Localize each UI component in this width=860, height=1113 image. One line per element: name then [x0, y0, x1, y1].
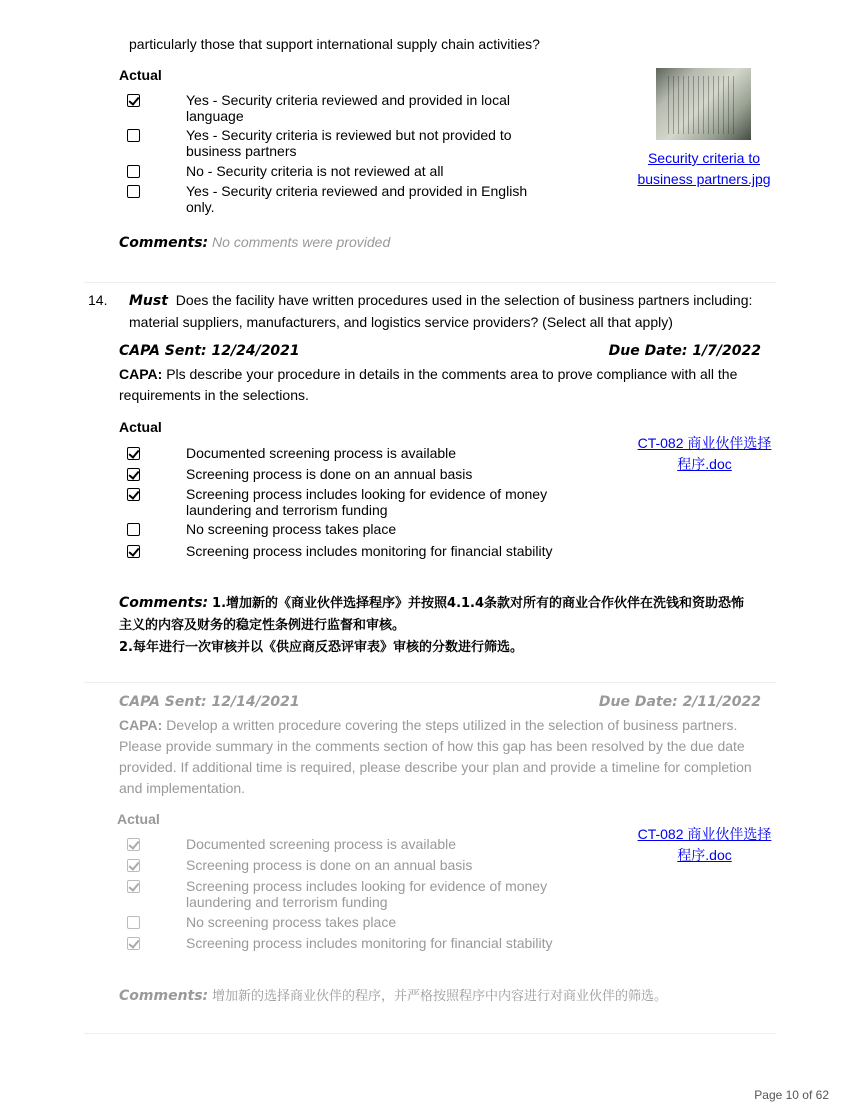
actual-label: Actual: [119, 419, 162, 435]
checkbox-checked-icon[interactable]: [127, 468, 140, 481]
checkbox-unchecked-icon[interactable]: [127, 165, 140, 178]
must-badge: Must: [129, 293, 168, 309]
option-label: Documented screening process is available: [186, 445, 457, 461]
capa-due-date: Due Date: 1/7/2022: [608, 343, 761, 359]
attachment-thumbnail[interactable]: [656, 68, 751, 140]
option-label: Yes - Security criteria reviewed and provided in local language: [186, 92, 510, 124]
option-label: Screening process is done on an annual basis: [186, 466, 473, 482]
question-13-text-continuation: particularly those that support international supply chain activities?: [129, 36, 540, 52]
capa2-comments: [119, 985, 667, 1004]
page-number: Page 10 of 62: [754, 1088, 829, 1102]
comments-label: Comments:: [119, 595, 209, 611]
option-label: No - Security criteria is not reviewed at all: [186, 163, 444, 179]
capa-text: [119, 364, 769, 406]
comments-label: Comments:: [119, 988, 209, 1004]
capa-text: [119, 715, 769, 799]
option-label: Screening process includes looking for evidence of money laundering and terrorism funding: [186, 878, 548, 910]
option-label: Screening process includes monitoring for financial stability: [186, 543, 553, 559]
checkbox-checked-icon[interactable]: [127, 447, 140, 460]
capa-sent-date: CAPA Sent: 12/14/2021: [119, 694, 300, 710]
actual-label: Actual: [119, 67, 162, 83]
question-14-body: Does the facility have written procedures used in the selection of business partners including: material suppliers, manufacturers, and logistics service providers? (Select all that apply): [129, 292, 753, 330]
option-label: Yes - Security criteria reviewed and provided in English only.: [186, 183, 528, 215]
comments-label: Comments:: [119, 235, 209, 251]
q13-comments: [119, 234, 390, 251]
capa-sent-date: CAPA Sent: 12/24/2021: [119, 343, 300, 359]
checkbox-unchecked-icon[interactable]: [127, 523, 140, 536]
option-label: Yes - Security criteria is reviewed but not provided to business partners: [186, 127, 512, 159]
option-label: No screening process takes place: [186, 521, 397, 537]
comments-line-2: 主义的内容及财务的稳定性条例进行监督和审核。: [119, 618, 406, 633]
comments-line-1: 1.增加新的《商业伙伴选择程序》并按照4.1.4条款对所有的商业合作伙伴在洗钱和资助恐怖: [212, 596, 745, 611]
capa-due-date: Due Date: 2/11/2022: [598, 694, 761, 710]
checkbox-checked-icon[interactable]: [127, 838, 140, 851]
question-number: 14.: [88, 292, 108, 308]
checkbox-checked-icon[interactable]: [127, 545, 140, 558]
checkbox-checked-icon[interactable]: [127, 880, 140, 893]
option-label: Screening process includes monitoring for financial stability: [186, 935, 553, 951]
checkbox-checked-icon[interactable]: [127, 94, 140, 107]
checkbox-checked-icon[interactable]: [127, 488, 140, 501]
option-label: No screening process takes place: [186, 914, 397, 930]
comments-value: 增加新的选择商业伙伴的程序，并严格按照程序中内容进行对商业伙伴的筛选。: [212, 989, 668, 1004]
divider: [84, 1033, 776, 1034]
checkbox-unchecked-icon[interactable]: [127, 916, 140, 929]
capa1-comments: [119, 592, 789, 658]
divider: [84, 282, 776, 283]
comments-line-3: 2.每年进行一次审核并以《供应商反恐评审表》审核的分数进行筛选。: [119, 640, 523, 655]
capa-body: Develop a written procedure covering the steps utilized in the selection of business partners. Please provide summary in the comments section of how this gap has been resolved by the due date provided. If additional time is required, please describe your plan and provide a timeline for completion and implementation.: [119, 717, 752, 796]
checkbox-unchecked-icon[interactable]: [127, 185, 140, 198]
attachment-link[interactable]: CT-082 商业伙伴选择程序.doc: [637, 435, 772, 472]
actual-label: Actual: [117, 811, 160, 827]
attachment-link[interactable]: CT-082 商业伙伴选择程序.doc: [637, 826, 772, 863]
comments-value: No comments were provided: [212, 234, 391, 250]
option-label: Documented screening process is available: [186, 836, 457, 852]
checkbox-checked-icon[interactable]: [127, 937, 140, 950]
question-14-text: [129, 290, 769, 333]
checkbox-unchecked-icon[interactable]: [127, 129, 140, 142]
capa-body: Pls describe your procedure in details in the comments area to prove compliance with all the requirements in the selections.: [119, 366, 738, 403]
divider: [84, 682, 776, 683]
capa-label: CAPA:: [119, 366, 163, 382]
option-label: Screening process includes looking for evidence of money laundering and terrorism funding: [186, 486, 548, 518]
attachment-link[interactable]: Security criteria to business partners.jpg: [637, 150, 771, 187]
checkbox-checked-icon[interactable]: [127, 859, 140, 872]
option-label: Screening process is done on an annual basis: [186, 857, 473, 873]
capa-label: CAPA:: [119, 717, 163, 733]
